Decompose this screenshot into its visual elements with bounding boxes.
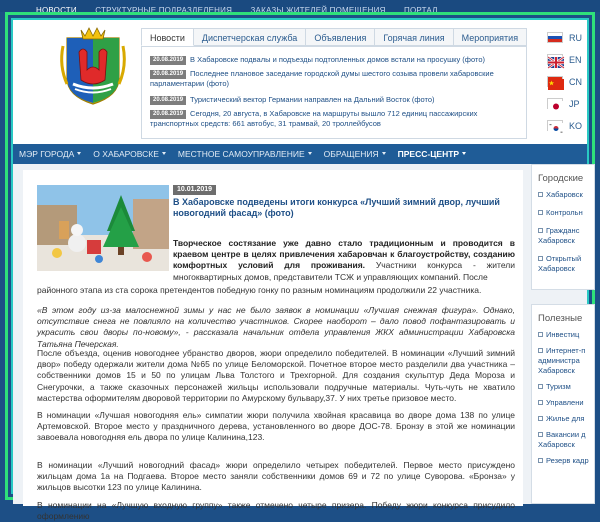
- sidebar-link-label: Гражданс Хабаровск: [538, 226, 580, 245]
- korea-flag-icon: [547, 120, 563, 131]
- lang-label: CN: [569, 77, 582, 87]
- nav-label: ПРЕСС-ЦЕНТР: [397, 149, 460, 159]
- nav-label: ОБРАЩЕНИЯ: [323, 149, 379, 159]
- sidebar-link[interactable]: [532, 414, 594, 424]
- external-link-icon: [538, 210, 543, 215]
- lang-label: JP: [569, 99, 580, 109]
- nav-press-center[interactable]: [392, 144, 472, 164]
- article-paragraph: В номинации «Лучшая новогодняя ель» симпатии жюри получила хвойная красавица во дворе дома 138 по улице Артемовской. Второе место у праздничного дерева, установленного во дворе ДОС-78. Бронзу в этой же номинации завоевала новогодняя ель двора по улице Калинина,123.: [37, 410, 515, 443]
- chevron-down-icon: [308, 152, 312, 155]
- article-lead: [173, 238, 515, 283]
- sidebar-link[interactable]: [532, 382, 594, 392]
- tab-announcements[interactable]: Объявления: [306, 28, 375, 46]
- sidebar-link[interactable]: [532, 398, 594, 408]
- sidebar-link-label: Интернет-п администра Хабаровск: [538, 346, 586, 375]
- lang-label: EN: [569, 55, 582, 65]
- sidebar-city-resources: [531, 164, 595, 290]
- news-date: 20.08.2019: [150, 56, 186, 65]
- external-link-icon: [538, 416, 543, 421]
- sidebar-link-label: Открытый Хабаровск: [538, 254, 582, 273]
- top-strip-item[interactable]: НОВОСТИ: [36, 6, 77, 15]
- sidebar-link-label: Управлени: [546, 398, 584, 407]
- external-link-icon: [538, 400, 543, 405]
- news-date: 20.08.2019: [150, 110, 186, 119]
- header-tabs: [141, 28, 527, 46]
- news-item[interactable]: [150, 69, 522, 89]
- sidebar-link[interactable]: [532, 456, 594, 466]
- news-date: 20.08.2019: [150, 70, 186, 79]
- article-date: 10.01.2019: [173, 185, 216, 195]
- sidebar-link-label: Инвестиц: [546, 330, 580, 339]
- sidebar-link-label: Резерв кадр: [546, 456, 589, 465]
- external-link-icon: [538, 432, 543, 437]
- external-link-icon: [538, 192, 543, 197]
- lang-label: KO: [569, 121, 583, 131]
- news-date: 20.08.2019: [150, 96, 186, 105]
- chevron-down-icon: [382, 152, 386, 155]
- sidebar-link-label: Хабаровск: [546, 190, 583, 199]
- lang-ko[interactable]: [545, 118, 589, 134]
- external-link-icon: [538, 458, 543, 463]
- external-link-icon: [538, 384, 543, 389]
- header: [13, 20, 587, 144]
- sidebar-link-label: Вакансии д Хабаровск: [538, 430, 586, 449]
- tab-dispatch[interactable]: Диспетчерская служба: [194, 28, 306, 46]
- nav-appeals[interactable]: [318, 144, 392, 164]
- external-link-icon: [538, 348, 543, 353]
- nav-mayor[interactable]: [13, 144, 87, 164]
- sidebar-link[interactable]: [532, 430, 590, 450]
- news-item[interactable]: [150, 55, 522, 65]
- sidebar-link-label: Туризм: [546, 382, 571, 391]
- page: [11, 18, 589, 522]
- news-link[interactable]: Сегодня, 20 августа, в Хабаровске на маршруты вышло 712 единиц пассажирских транспортных средств: 661 автобус, 31 трамвай, 20 троллейбусов: [150, 109, 478, 128]
- nav-about-city[interactable]: [87, 144, 172, 164]
- uk-flag-icon: [547, 54, 563, 65]
- screen-frame: [5, 12, 595, 522]
- article-lead-rest: Участники конкурса - жители многоквартирных домов, представители ТСЖ и управляющих компаний. После: [173, 260, 515, 282]
- article-lead-continued: районного этапа из ста сорока претендентов победную гонку по разным номинациям продолжили 22 участника.: [37, 285, 482, 295]
- news-link[interactable]: В Хабаровске подвалы и подъезды подтопленных домов встали на просушку (фото): [190, 55, 485, 64]
- external-link-icon: [538, 256, 543, 261]
- sidebar-heading: Городские: [538, 173, 584, 184]
- lang-label: RU: [569, 33, 582, 43]
- city-coat-of-arms-logo[interactable]: [59, 26, 127, 106]
- top-strip: [0, 0, 600, 15]
- article-title[interactable]: В Хабаровске подведены итоги конкурса «Лучший зимний двор, лучший новогодний фасад» (фото): [173, 197, 500, 218]
- sidebar-link[interactable]: [532, 346, 590, 376]
- sidebar-link[interactable]: [532, 330, 594, 340]
- nav-label: МЭР ГОРОДА: [19, 149, 75, 159]
- tab-events[interactable]: Мероприятия: [454, 28, 527, 46]
- tab-hotline[interactable]: Горячая линия: [375, 28, 453, 46]
- article-lead-bold: Творческое состязание уже давно стало традиционным и проводится в краевом центре в целях привлечения хабаровчан к благоустройству, созданию комфортных условий для проживания.: [173, 238, 515, 271]
- lang-ru[interactable]: [545, 30, 589, 46]
- tab-news[interactable]: Новости: [141, 28, 194, 46]
- sidebar-link[interactable]: [532, 190, 594, 200]
- main-nav: [13, 144, 587, 164]
- chevron-down-icon: [462, 152, 466, 155]
- news-link[interactable]: Последнее плановое заседание городской думы шестого созыва провели хабаровские парламентарии (фото): [150, 69, 494, 88]
- lang-en[interactable]: [545, 52, 589, 68]
- top-strip-item[interactable]: ЗАКАЗЫ ЖИТЕЛЕЙ ПОМЕЩЕНИЯ: [250, 6, 386, 15]
- japan-flag-icon: [547, 98, 563, 109]
- nav-label: О ХАБАРОВСКЕ: [93, 149, 159, 159]
- news-item[interactable]: [150, 109, 522, 129]
- sidebar-link-label: Контрольн: [546, 208, 583, 217]
- sidebar-link-label: Жилье для: [546, 414, 585, 423]
- article-paragraph: После объезда, оценив новогоднее убранство дворов, жюри определило победителей. В номинации «Лучший зимний двор» победу одержали жители дома №65 по улице Беломорской. Почетное второе место разделили два участника – собственники домов 15 и 50 по улицам Льва Толстого и Трехгорной. Для создания скульптур Деда Мороза и Снегурочки, а также сказочных персонажей жильцы использовали подручные материалы. Чуть-чуть не хватило мастерства оформителям дворовой территории по Амурскому бульвару,37. У них третье призовое место.: [37, 348, 515, 403]
- external-link-icon: [538, 228, 543, 233]
- sidebar-link[interactable]: [532, 226, 590, 246]
- lang-jp[interactable]: [545, 96, 589, 112]
- article: [23, 170, 523, 522]
- article-photo[interactable]: [37, 185, 169, 271]
- china-flag-icon: [547, 76, 563, 87]
- russia-flag-icon: [547, 32, 563, 43]
- external-link-icon: [538, 332, 543, 337]
- sidebar-link[interactable]: [532, 208, 594, 218]
- top-strip-item[interactable]: ПОРТАЛ: [404, 6, 438, 15]
- chevron-down-icon: [77, 152, 81, 155]
- news-item[interactable]: [150, 95, 522, 105]
- news-list: [141, 46, 527, 139]
- sidebar-heading: Полезные: [538, 313, 583, 324]
- nav-local-government[interactable]: [172, 144, 318, 164]
- chevron-down-icon: [162, 152, 166, 155]
- article-paragraph: В номинации на «Лучшую входную группу» также отмечено четыре призера. Победу жюри конкурса присудило оформлению: [37, 500, 515, 522]
- article-quote: «В этом году из-за малоснежной зимы у нас не было заявок в номинации «Лучшая снежная фигура». Однако, отсутствие снега не повлияло на количество участников. Скорее наоборот – дало повод пофантазировать и украсить свои дворы по-новому», - рассказала начальник отдела управления ЖКХ администрации Хабаровска Татьяна Печерская.: [37, 305, 515, 349]
- main-content: [13, 164, 589, 522]
- article-paragraph: В номинации «Лучший новогодний фасад» жюри определило четырех победителей. Первое место присуждено жильцам дома 1а на Подгаева. Второе место заняли собственники домов 69 и 72 по улице Суворова. «Бронза» у жильцов высотки 123 по улице Калинина.: [37, 460, 515, 493]
- sidebar-link[interactable]: [532, 254, 590, 274]
- news-link[interactable]: Туристический вектор Германии направлен на Дальний Восток (фото): [190, 95, 435, 104]
- sidebar-useful-links: [531, 304, 595, 504]
- lang-cn[interactable]: [545, 74, 589, 90]
- top-strip-item[interactable]: СТРУКТУРНЫЕ ПОДРАЗДЕЛЕНИЯ: [95, 6, 233, 15]
- nav-label: МЕСТНОЕ САМОУПРАВЛЕНИЕ: [177, 149, 305, 159]
